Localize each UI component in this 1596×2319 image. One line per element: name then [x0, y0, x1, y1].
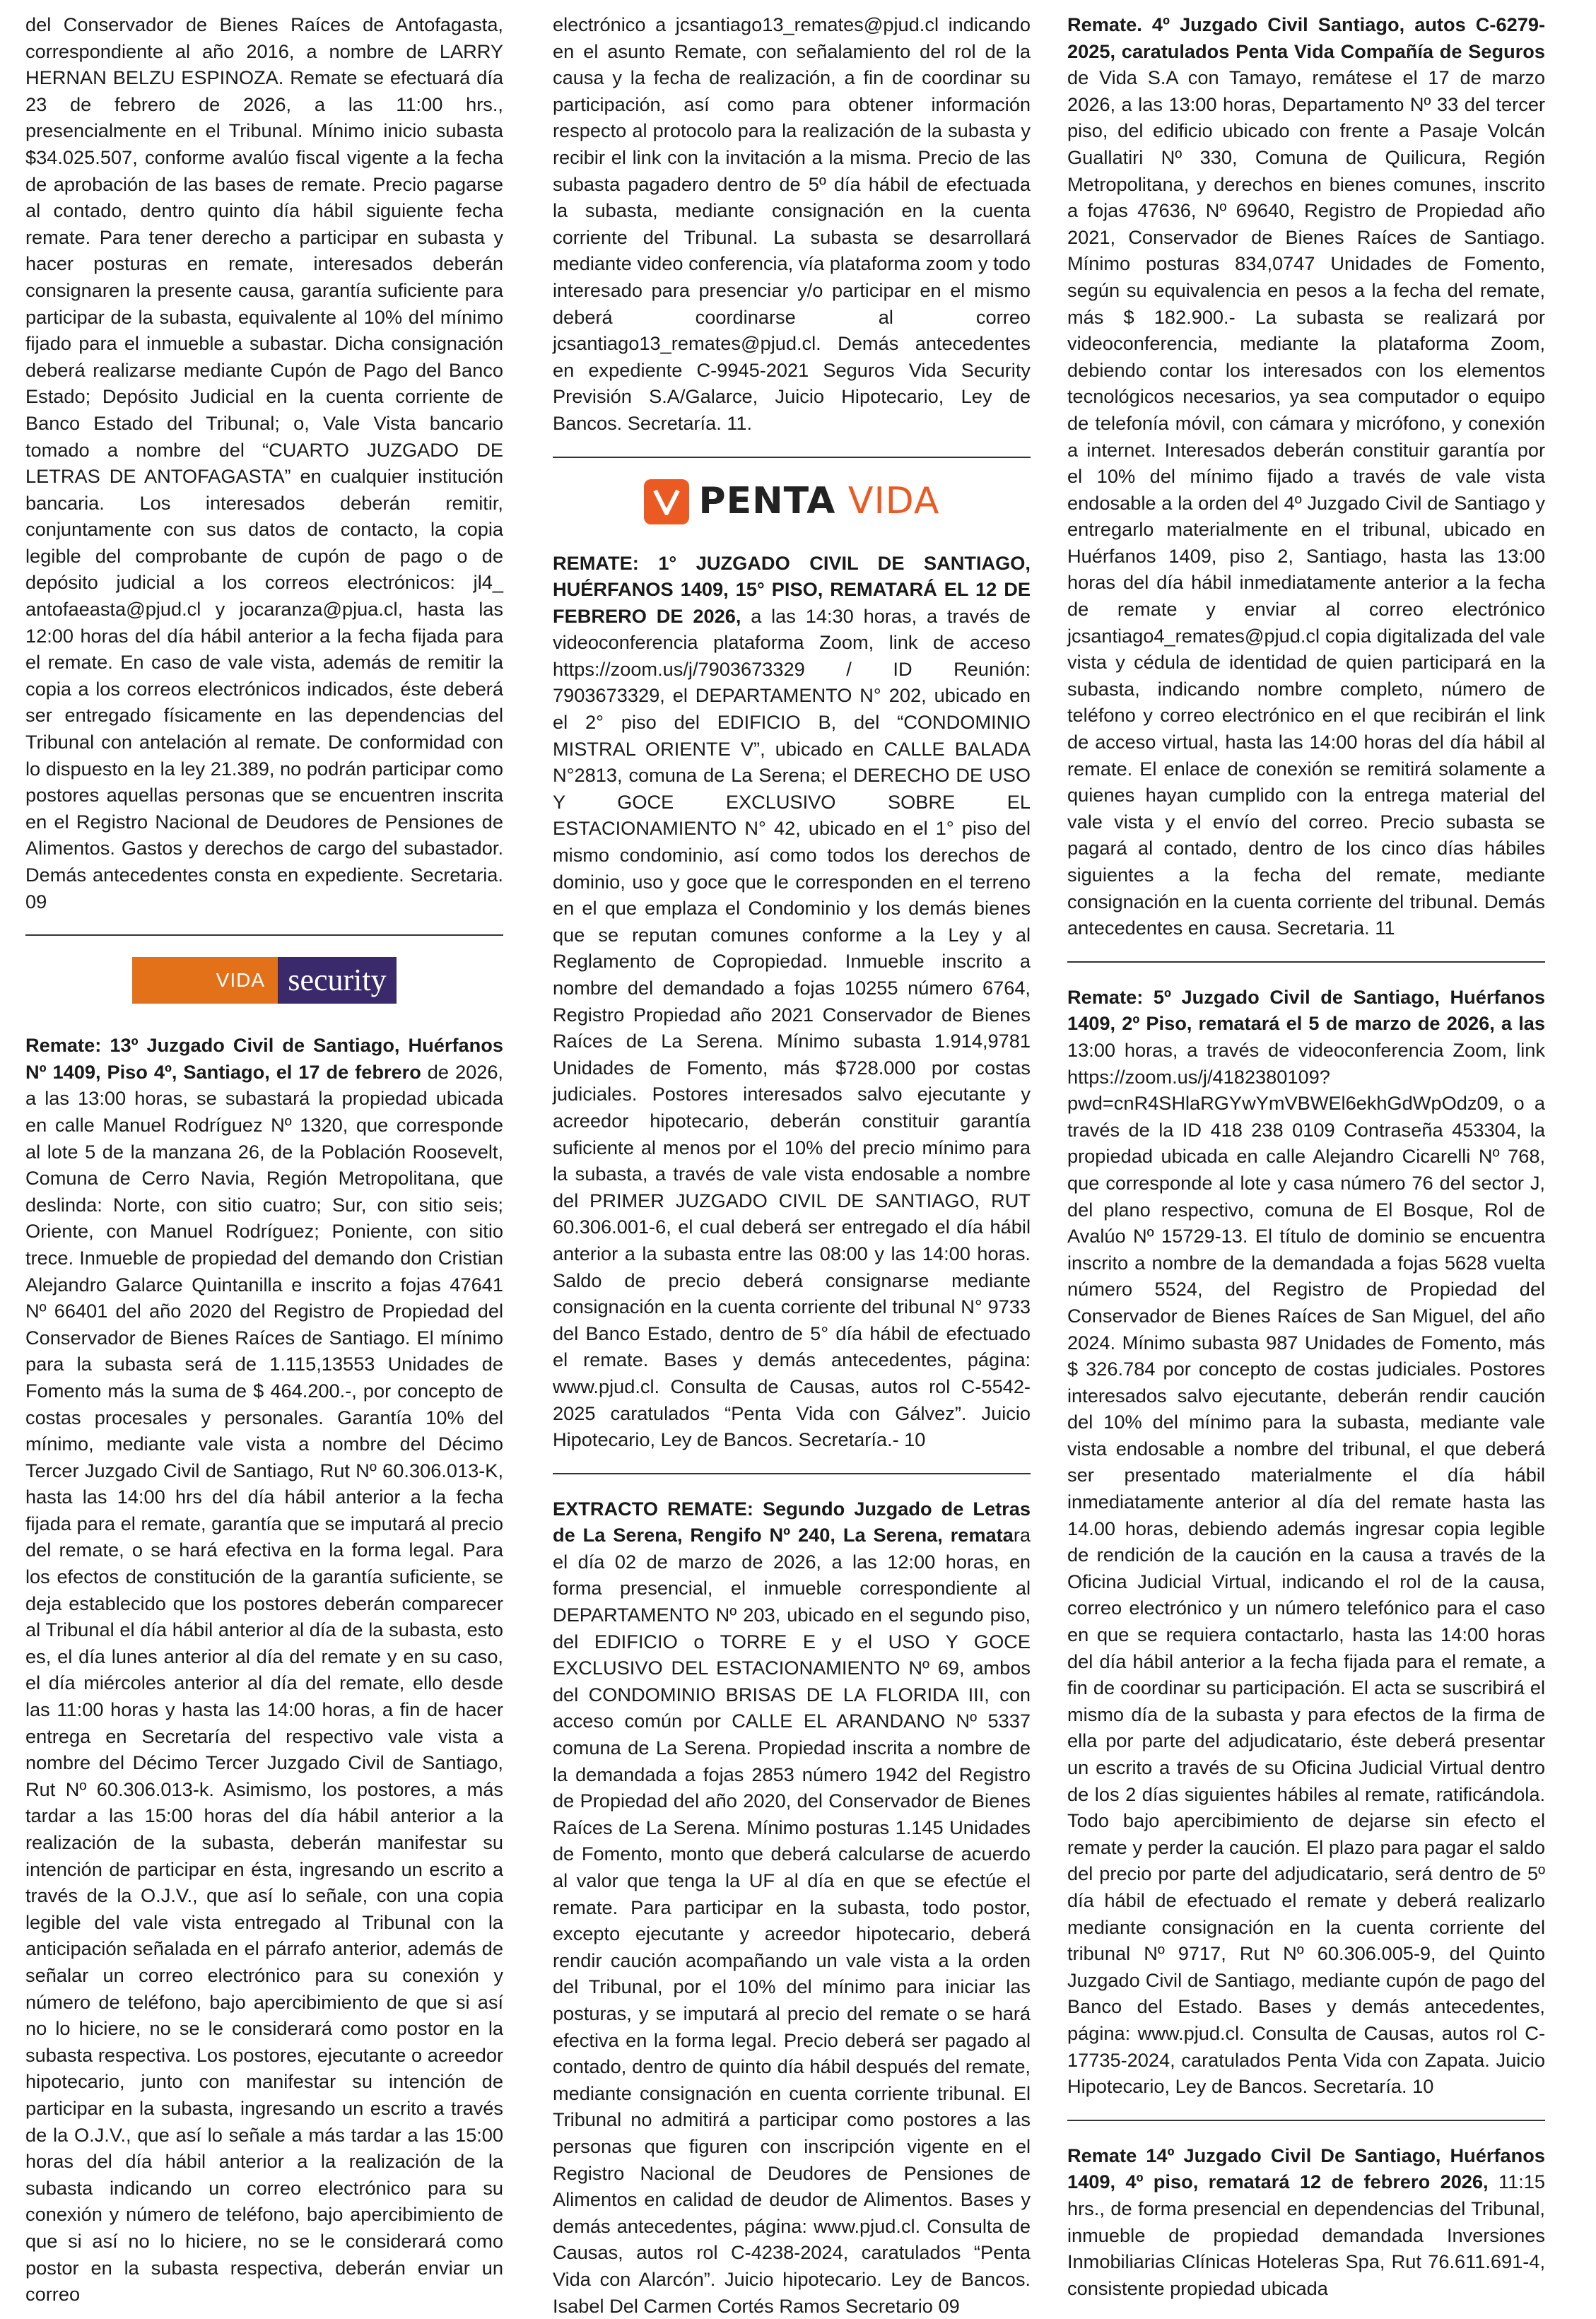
- divider: [553, 1473, 1031, 1474]
- column-2: [553, 11, 1031, 2319]
- column-3: [1067, 11, 1545, 2301]
- notice-heading: Remate: 5º Juzgado Civil de Santiago, Huérfanos 1409, 2º Piso, rematará el 5 de marzo de 2026, a las: [1067, 985, 1545, 1035]
- logo-security-text: security: [278, 957, 397, 1004]
- divider: [25, 934, 503, 936]
- divider: [1067, 961, 1545, 963]
- divider: [1067, 2120, 1545, 2121]
- notice-4-juzgado: [1067, 11, 1545, 941]
- notice-heading: Remate 14º Juzgado Civil De Santiago, Huérfanos 1409, 4º piso, rematará 12 de febrero 2026,: [1067, 2144, 1545, 2193]
- column-1: [25, 11, 503, 2308]
- notice-13-juzgado: [25, 1032, 503, 2308]
- notice-body: de 2026, a las 13:00 horas, se subastará la propiedad ubicada en calle Manuel Rodríguez Nº 1320, que corresponde al lote 5 de la manzana 26, de la Población Roosevelt, Comuna de Cerro Navia, Región Metropolitana, que deslinda: Norte, con sitio cuatro; Sur, con sitio seis; Oriente, con Manuel Rodríguez; Poniente, con sitio trece. Inmueble de propiedad del demando don Cristian Alejandro Galarce Quintanilla e inscrito a fojas 47641 Nº 66401 del año 2020 del Registro de Propiedad del Conservador de Bienes Raíces de Santiago. El mínimo para la subasta será de 1.115,13553 Unidades de Fomento más la suma de $ 464.200.-, por concepto de costas procesales y personales. Garantía 10% del mínimo, mediante vale vista a nombre del Décimo Tercer Juzgado Civil de Santiago, Rut Nº 60.306.013-K, hasta las 14:00 hrs del día hábil anterior a la fecha fijada para el remate, garantía que se imputará al precio del remate, o se hará efectiva en la forma legal. Para los efectos de constitución de la garantía suficiente, se deja establecido que los postores deberán comparecer al Tribunal el día hábil anterior al día de la subasta, esto es, el día lunes anterior al día del remate y en su caso, el día miércoles anterior al día del remate, ello desde las 11:00 horas y hasta las 14:00 horas, a fin de hacer entrega en Secretaría del respectivo vale vista a nombre del Décimo Tercer Juzgado Civil de Santiago, Rut Nº 60.306.013-k. Asimismo, los postores, a más tardar a las 15:00 horas del día hábil anterior a la realización de la subasta, deberán manifestar su intención de participar en ésta, ingresando un escrito a través de la O.J.V., que así lo señale, con una copia legible del vale vista entregado al Tribunal con la anticipación señalada en el párrafo anterior, además de señalar un correo electrónico para su conexión y número de teléfono, bajo apercibimiento de que si así no lo hiciere, no se le considerará como postor en la subasta respectiva. Los postores, ejecutante o acreedor hipotecario, junto con manifestar su intención de participar en la subasta, ingresando un escrito a través de la O.J.V., que así lo señale a más tardar a las 15:00 horas del día hábil anterior a la realización de la subasta indicando un correo electrónico para su conexión y número de teléfono, bajo apercibimiento de que si así no lo hiciere, no se le considerará como postor en la subasta respectiva, deberán enviar un correo: [25, 1060, 503, 2306]
- notice-body: ra el día 02 de marzo de 2026, a las 12:00 horas, en forma presencial, el inmueble correspondiente al DEPARTAMENTO Nº 203, ubicado en el segundo piso, del EDIFICIO o TORRE E y el USO Y GOCE EXCLUSIVO DEL ESTACIONAMIENTO Nº 69, ambos del CONDOMINIO BRISAS DE LA FLORIDA III, con acceso común por CALLE EL ARANDANO Nº 5337 comuna de La Serena. Propiedad inscrita a nombre de la demandada a fojas 2853 número 1942 del Registro de Propiedad del año 2020, del Conservador de Bienes Raíces de La Serena. Mínimo posturas 1.145 Unidades de Fomento, monto que deberá calcularse de acuerdo al valor que tenga la UF al día en que se efectúe el remate. Para participar en la subasta, todo postor, excepto ejecutante y acreedor hipotecario, deberá rendir caución acompañando un vale vista a la orden del Tribunal, por el 10% del mínimo para iniciar las posturas, y se imputará al precio del remate o se hará efectiva en la forma legal. Precio deberá ser pagado al contado, dentro de quinto día hábil después del remate, mediante consignación en cuenta corriente tribunal. El Tribunal no admitirá a participar como postores a las personas que figuren con inscripción vigente en el Registro Nacional de Deudores de Pensiones de Alimentos en calidad de deudor de Alimentos. Bases y demás antecedentes, página: www.pjud.cl. Consulta de Causas, autos rol C-4238-2024, caratulados “Penta Vida con Alarcón”. Juicio hipotecario. Ley de Bancos. Isabel Del Carmen Cortés Ramos Secretario 09: [553, 1524, 1031, 2317]
- notice-body: 11:15 hrs., de forma presencial en dependencias del Tribunal, inmueble de propiedad demandada Inversiones Inmobiliarias Clínicas Hoteleras Spa, Rut 76.611.691-4, consistente propiedad ubicada: [1067, 2171, 1545, 2299]
- vida-security-logo: [25, 957, 503, 1004]
- penta-vida-logo: [553, 479, 1031, 524]
- notice-body: a las 14:30 horas, a través de videoconferencia plataforma Zoom, link de acceso https://zoom.us/j/7903673329 / ID Reunión: 7903673329, el DEPARTAMENTO N° 202, ubicado en el 2° piso del EDIFICIO B, del “CONDOMINIO MISTRAL ORIENTE V”, ubicado en CALLE BALADA N°2813, comuna de La Serena; el DERECHO DE USO Y GOCE EXCLUSIVO SOBRE EL ESTACIONAMIENTO N° 42, ubicado en el 1° piso del mismo condominio, así como todos los derechos de dominio, uso y goce que le corresponden en el terreno en el que emplaza el Condominio y los demás bienes que se reputan comunes conforme a la Ley y al Reglamento de Copropiedad. Inmueble inscrito a nombre del demandado a fojas 10255 número 6764, Registro Propiedad año 2021 Conservador de Bienes Raíces de La Serena. Mínimo subasta 1.914,9781 Unidades de Fomento, más $728.000 por costas judiciales. Postores interesados salvo ejecutante y acreedor hipotecario, deberán constituir garantía suficiente al menos por el 10% del precio mínimo para la subasta, a través de vale vista endosable a nombre del PRIMER JUZGADO CIVIL DE SANTIAGO, RUT 60.306.001-6, el cual deberá ser entregado el día hábil anterior a la subasta entre las 08:00 y las 14:00 horas. Saldo de precio deberá consignarse mediante consignación en la cuenta corriente del tribunal N° 9733 del Banco Estado, dentro de 5° día hábil de efectuado el remate. Bases y demás antecedentes, página: www.pjud.cl. Consulta de Causas, autos rol C-5542-2025 caratulados “Penta Vida con Gálvez”. Juicio Hipotecario, Ley de Bancos. Secretaría.- 10: [553, 604, 1031, 1451]
- notice-13-juzgado-continued: electrónico a jcsantiago13_remates@pjud.cl indicando en el asunto Remate, con señalamiento del rol de la causa y la fecha de realización, a fin de coordinar su participación, así como para obtener información respecto al protocolo para la realización de la subasta y recibir el link con la invitación a la misma. Precio de las subasta pagadero dentro de 5º día hábil de efectuada la subasta, mediante consignación en la cuenta corriente del Tribunal. La subasta se desarrollará mediante video conferencia, vía plataforma zoom y todo interesado para presenciar y/o participar en el mismo deberá coordinarse al correo jcsantiago13_remates@pjud.cl. Demás antecedentes en expediente C-9945-2021 Seguros Vida Security Previsión S.A/Galarce, Juicio Hipotecario, Ley de Bancos. Secretaría. 11.: [553, 13, 1031, 434]
- notice-antofagasta-continued: del Conservador de Bienes Raíces de Antofagasta, correspondiente al año 2016, a nombre de LARRY HERNAN BELZU ESPINOZA. Remate se efectuará día 23 de febrero de 2026, a las 11:00 hrs., presencialmente en el Tribunal. Mínimo inicio subasta $34.025.507, conforme avalúo fiscal vigente a la fecha de aprobación de las bases de remate. Precio pagarse al contado, dentro quinto día hábil siguiente fecha remate. Para tener derecho a participar en subasta y hacer posturas en remate, interesados deberán consignaren la presente causa, garantía suficiente para participar de la subasta, equivalente al 10% del mínimo fijado para el inmueble a subastar. Dicha consignación deberá realizarse mediante Cupón de Pago del Banco Estado; Depósito Judicial en la cuenta corriente de Banco Estado del Tribunal; o, Vale Vista bancario tomado a nombre del “CUARTO JUZGADO DE LETRAS DE ANTOFAGASTA” en cualquier institución bancaria. Los interesados deberán remitir, conjuntamente con sus datos de contacto, la copia legible del comprobante de cupón de pago o de depósito judicial a los correos electrónicos: jl4_ antofaeasta@pjud.cl y jocaranza@pjua.cl, hasta las 12:00 horas del día hábil anterior a la fecha fijada para el remate. En caso de vale vista, además de remitir la copia a los correos electrónicos indicados, éste deberá ser entregado físicamente en las dependencias del Tribunal con antelación al remate. De conformidad con lo dispuesto en la ley 21.389, no podrán participar como postores aquellas personas que se encuentren inscrita en el Registro Nacional de Deudores de Pensiones de Alimentos. Gastos y derechos de cargo del subastador. Demás antecedentes consta en expediente. Secretaria. 09: [25, 13, 503, 912]
- notice-heading: Remate: 13º Juzgado Civil de Santiago, Huérfanos Nº 1409, Piso 4º, Santiago, el 17 de febrero: [25, 1034, 503, 1083]
- notice-heading: EXTRACTO REMATE: Segundo Juzgado de Letras de La Serena, Rengifo Nº 240, La Serena, remata: [553, 1497, 1031, 1546]
- notice-heading: REMATE: 1° JUZGADO CIVIL DE SANTIAGO, HUÉRFANOS 1409, 15° PISO, REMATARÁ EL 12 DE FEBRERO DE 2026,: [553, 551, 1031, 627]
- penta-vida-mark-icon: [644, 479, 689, 524]
- logo-vida-text: VIDA: [847, 479, 940, 522]
- logo-vida-text: VIDA: [132, 957, 278, 1004]
- notice-body: de Vida S.A con Tamayo, remátese el 17 de marzo 2026, a las 13:00 horas, Departamento Nº 33 del tercer piso, del edificio ubicado con frente a Pasaje Volcán Guallatiri Nº 330, Comuna de Quilicura, Región Metropolitana, y derechos en bienes comunes, inscrito a fojas 47636, Nº 69640, Registro de Propiedad año 2021, Conservador de Bienes Raíces de Santiago. Mínimo posturas 834,0747 Unidades de Fomento, según su equivalencia en pesos a la fecha del remate, más $ 182.900.- La subasta se realizará por videoconferencia, mediante la plataforma Zoom, debiendo contar los interesados con los elementos tecnológicos necesarios, ya sea computador o equipo de telefonía móvil, con cámara y micrófono, y conexión a internet. Interesados deberán constituir garantía por el 10% del mínimo fijado a través de vale vista endosable a la orden del 4º Juzgado Civil de Santiago y entregarlo materialmente en el tribunal, ubicado en Huérfanos 1409, piso 2, Santiago, hasta las 13:00 horas del día hábil inmediatamente anterior a la fecha de remate y enviar al correo electrónico jcsantiago4_remates@pjud.cl copia digitalizada del vale vista y cédula de identidad de quien participará en la subasta, indicando nombre completo, número de teléfono y correo electrónico en el que recibirán el link de acceso virtual, hasta las 14:00 horas del día hábil al remate. El enlace de conexión se remitirá solamente a quienes hayan cumplido con la entrega material del vale vista y el envío del correo. Precio subasta se pagará al contado, dentro de los cinco días hábiles siguientes a la fecha del remate, mediante consignación en la cuenta corriente del tribunal. Demás antecedentes en causa. Secretaria. 11: [1067, 66, 1545, 939]
- notice-5-juzgado: [1067, 984, 1545, 2100]
- notice-1-juzgado: [553, 550, 1031, 1453]
- notice-heading: Remate. 4º Juzgado Civil Santiago, autos C-6279-2025, caratulados Penta Vida Compañía de Seguros: [1067, 13, 1545, 62]
- penta-vida-wordmark: [698, 479, 940, 522]
- logo-penta-text: PENTA: [698, 479, 836, 522]
- divider: [553, 457, 1031, 458]
- notice-14-juzgado: [1067, 2142, 1545, 2302]
- notice-la-serena: [553, 1496, 1031, 2319]
- notice-body: 13:00 horas, a través de videoconferencia Zoom, link https://zoom.us/j/4182380109?pwd=cnR4SHlaRGYwYmVBWEl6ekhGdWpOdz09, o a través de la ID 418 238 0109 Contraseña 453304, la propiedad ubicada en calle Alejandro Cicarelli Nº 768, que corresponde al lote y casa número 76 del sector J, del plano respectivo, comuna de El Bosque, Rol de Avalúo Nº 15729-13. El título de dominio se encuentra inscrito a nombre de la demandada a fojas 5628 vuelta número 5524, del Registro de Propiedad del Conservador de Bienes Raíces de San Miguel, del año 2024. Mínimo subasta 987 Unidades de Fomento, más $ 326.784 por concepto de costas judiciales. Postores interesados salvo ejecutante, deberán rendir caución del 10% del mínimo para la subasta, mediante vale vista endosable a nombre del tribunal, el que deberá ser presentado materialmente el día hábil inmediatamente anterior al día del remate hasta las 14.00 horas, debiendo además ingresar copia legible de rendición de la caución en la causa a través de la Oficina Judicial Virtual, indicando el rol de la causa, correo electrónico y un número telefónico para el caso en que se requiera contactarlo, hasta las 14:00 horas del día hábil anterior a la fecha fijada para el remate, a fin de coordinar su participación. El acta se suscribirá el mismo día de la subasta y para efectos de la firma de ella por parte del adjudicatario, éste deberá presentar un escrito a través de su Oficina Judicial Virtual dentro de los 2 días siguientes hábiles al remate, ratificándola. Todo bajo apercibimiento de dejarse sin efecto el remate y perder la caución. El plazo para pagar el saldo del precio por parte del adjudicatario, será dentro de 5º día hábil de efectuado el remate y deberá realizarlo mediante consignación en la cuenta corriente del tribunal Nº 9717, Rut Nº 60.306.005-9, del Quinto Juzgado Civil de Santiago, mediante cupón de pago del Banco del Estado. Bases y demás antecedentes, página: www.pjud.cl. Consulta de Causas, autos rol C-17735-2024, caratulados Penta Vida con Zapata. Juicio Hipotecario, Ley de Bancos. Secretaría. 10: [1067, 1038, 1545, 2098]
